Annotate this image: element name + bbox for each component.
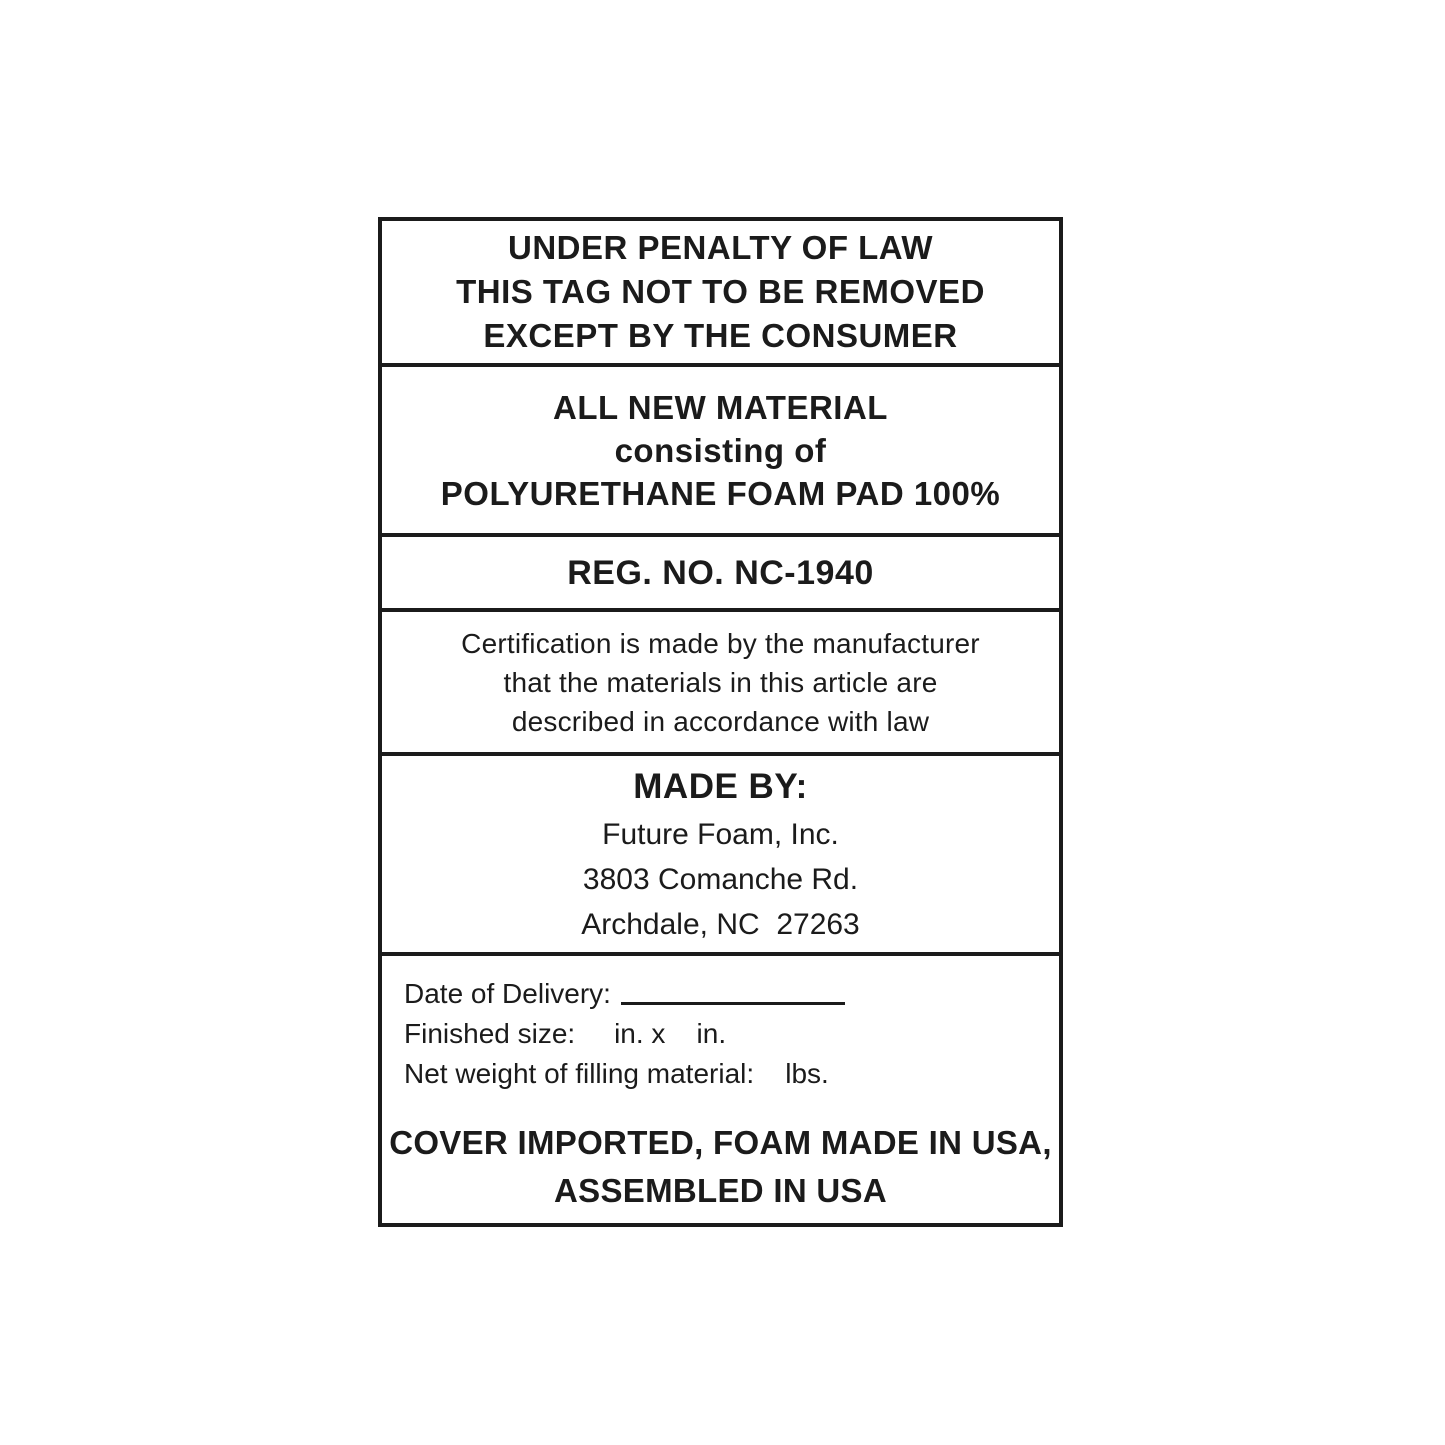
manufacturer-name: Future Foam, Inc. xyxy=(602,817,839,851)
material-line-2: consisting of xyxy=(614,431,827,469)
made-by-heading: MADE BY: xyxy=(633,766,808,806)
date-blank-line xyxy=(621,1002,845,1005)
made-by-section xyxy=(382,756,1059,956)
law-label xyxy=(378,217,1063,1227)
penalty-line-2: THIS TAG NOT TO BE REMOVED xyxy=(456,273,985,310)
date-of-delivery-row xyxy=(404,974,1049,1014)
material-section xyxy=(382,367,1059,537)
certification-line-3: described in accordance with law xyxy=(511,705,930,737)
material-line-3: POLYURETHANE FOAM PAD 100% xyxy=(440,474,1001,512)
origin-statement xyxy=(382,1119,1059,1223)
registration-number: REG. NO. NC-1940 xyxy=(567,553,874,592)
finished-size-row: Finished size: in. x in. xyxy=(404,1018,727,1049)
detail-rows xyxy=(382,956,1059,1094)
origin-line-1: COVER IMPORTED, FOAM MADE IN USA, xyxy=(389,1124,1052,1161)
date-of-delivery-label: Date of Delivery: xyxy=(404,978,611,1009)
penalty-section xyxy=(382,221,1059,367)
details-section xyxy=(382,956,1059,1223)
manufacturer-city-state-zip: Archdale, NC 27263 xyxy=(581,907,860,941)
net-weight-row: Net weight of filling material: lbs. xyxy=(404,1058,829,1089)
penalty-line-3: EXCEPT BY THE CONSUMER xyxy=(483,317,958,354)
registration-section xyxy=(382,537,1059,612)
certification-section xyxy=(382,612,1059,756)
certification-line-1: Certification is made by the manufacturer xyxy=(461,627,980,659)
penalty-line-1: UNDER PENALTY OF LAW xyxy=(508,229,933,266)
manufacturer-street: 3803 Comanche Rd. xyxy=(582,862,859,896)
origin-line-2: ASSEMBLED IN USA xyxy=(554,1172,887,1209)
material-line-1: ALL NEW MATERIAL xyxy=(553,388,888,426)
certification-line-2: that the materials in this article are xyxy=(503,666,938,698)
